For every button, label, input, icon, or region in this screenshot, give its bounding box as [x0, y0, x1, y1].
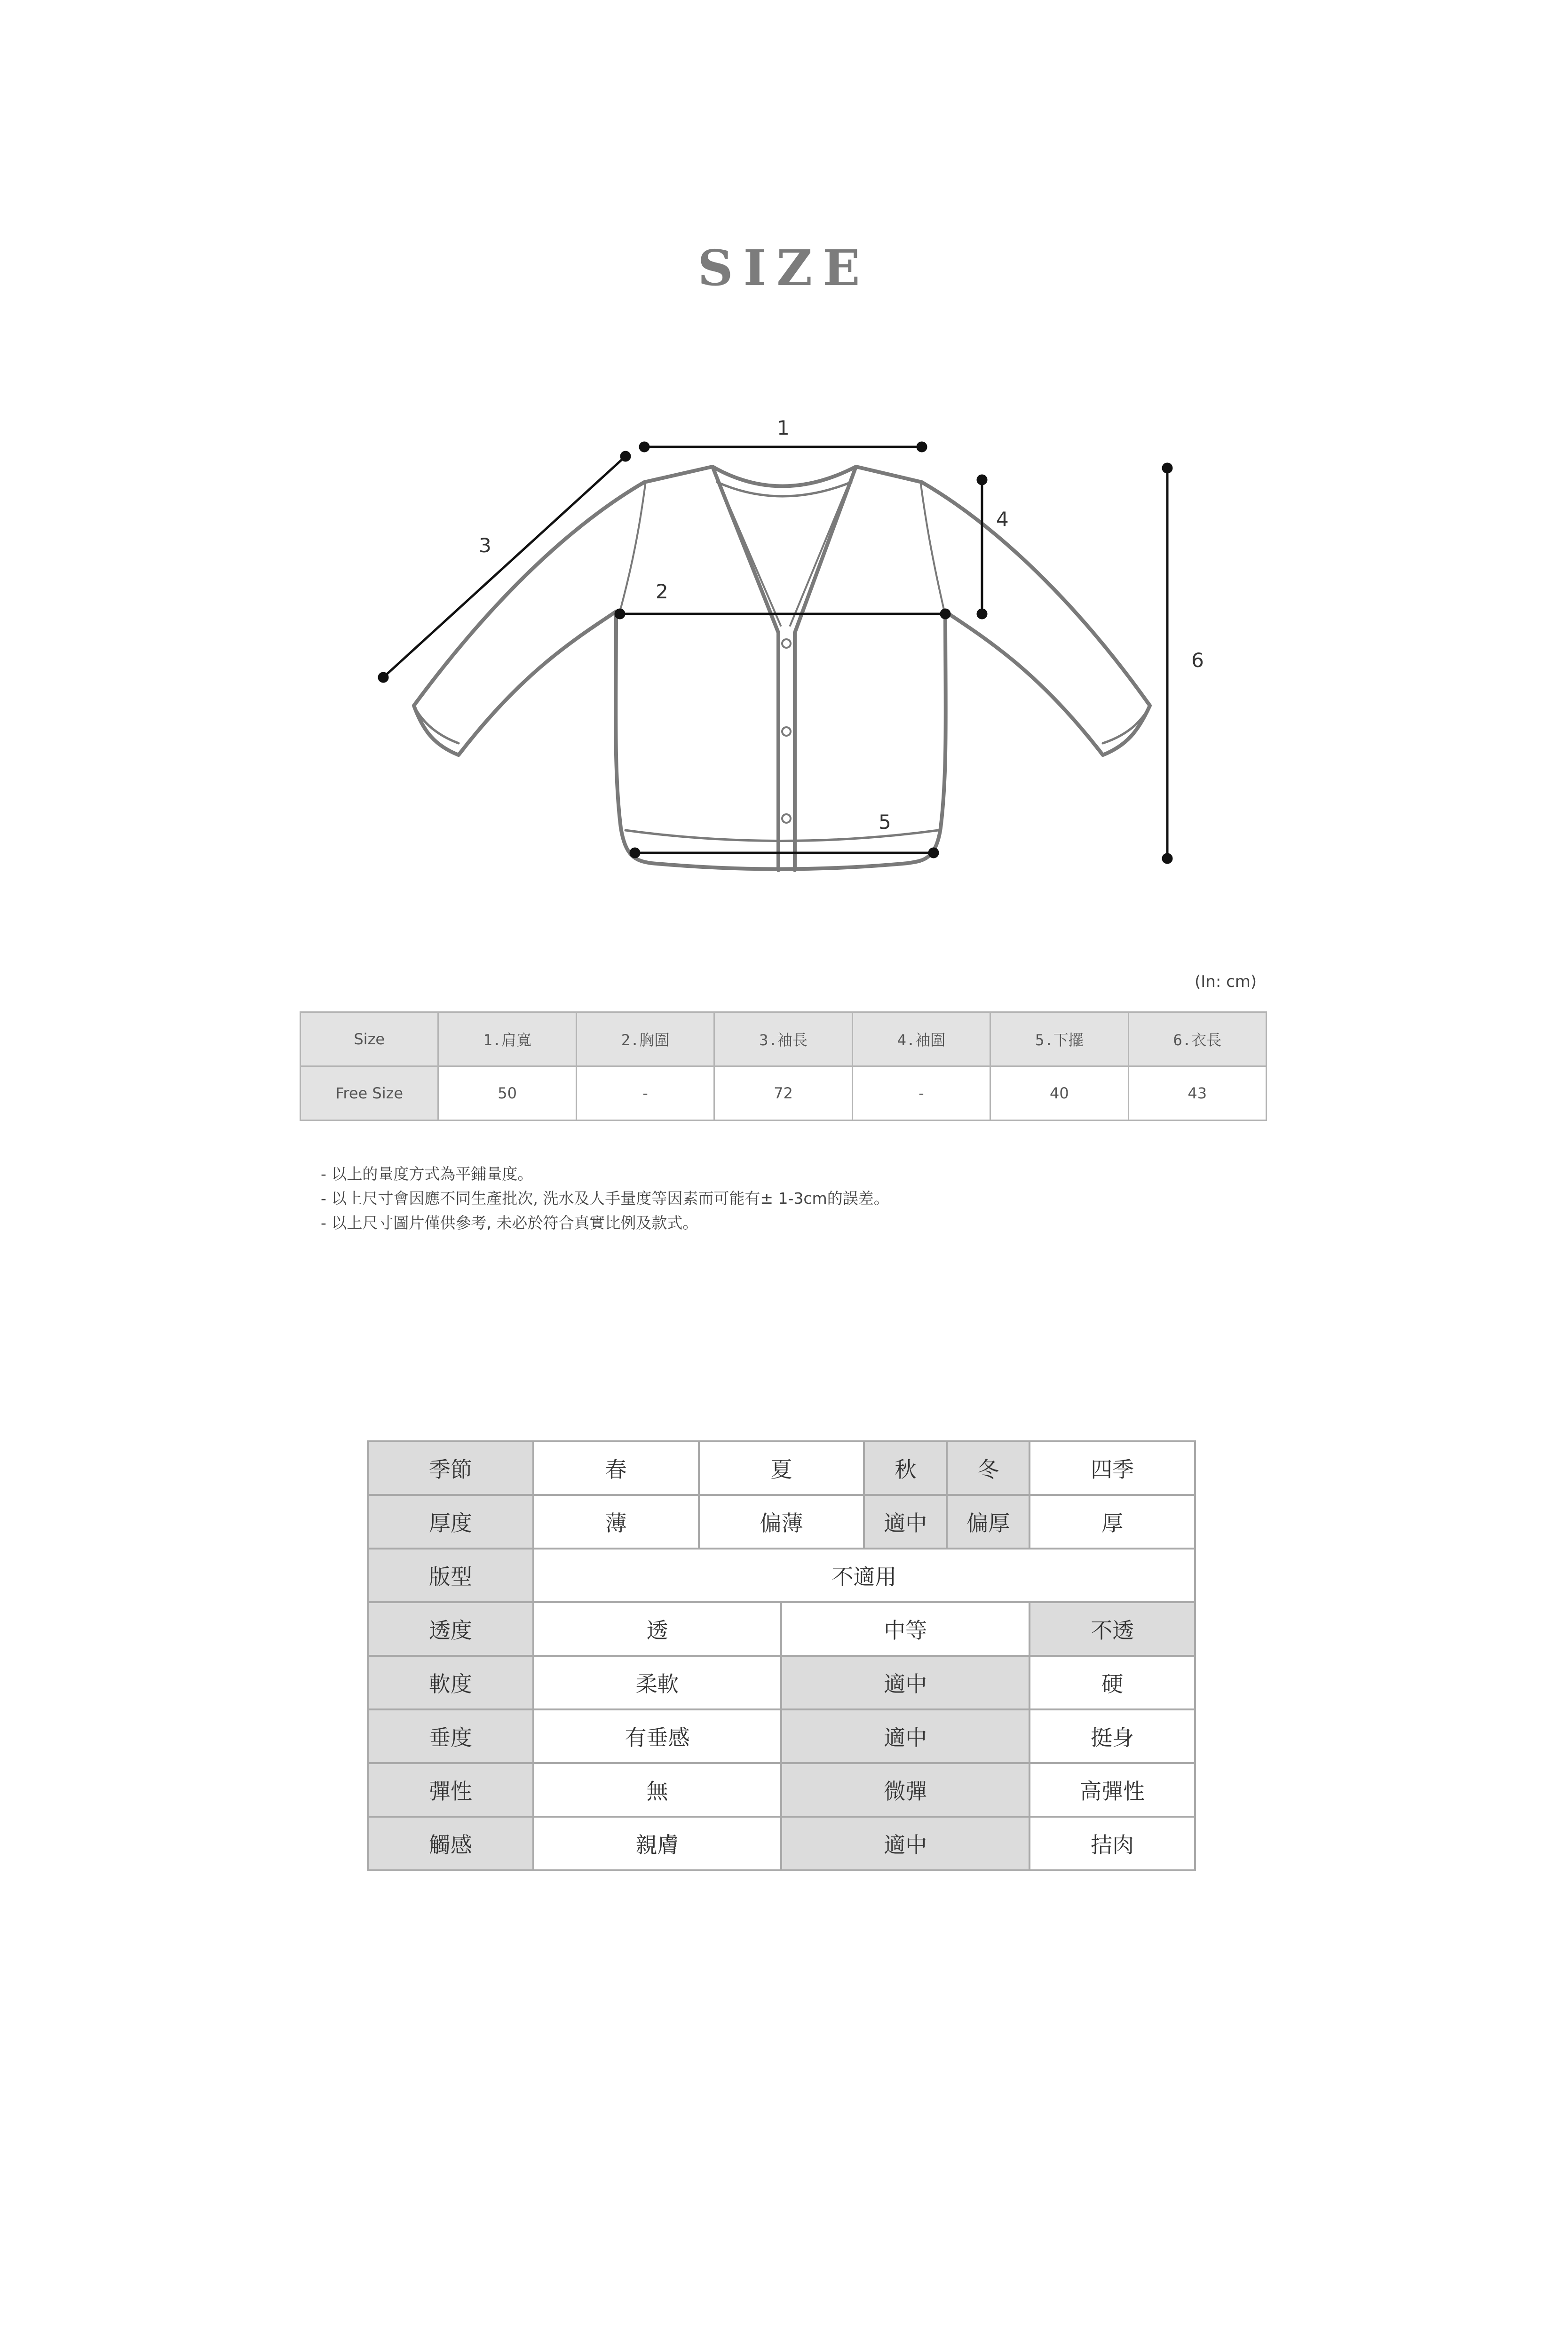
size-header-cell: 2.胸圍: [576, 1012, 714, 1066]
note-line: - 以上尺寸會因應不同生產批次, 洗水及人手量度等因素而可能有± 1-3cm的誤差。: [321, 1189, 889, 1208]
cardigan-outline: [414, 467, 1150, 870]
size-header-cell: 5.下擺: [990, 1012, 1128, 1066]
button-3: [782, 814, 791, 823]
size-value-cell: -: [852, 1066, 990, 1120]
fit-value-cell: 不適用: [533, 1549, 1195, 1602]
option-cell: 厚: [1029, 1495, 1195, 1549]
fabric-row-softness: [368, 1656, 1195, 1709]
option-cell: 拮肉: [1029, 1817, 1195, 1870]
option-cell: 四季: [1029, 1441, 1195, 1495]
fabric-row-elasticity: [368, 1763, 1195, 1817]
row-label: 季節: [368, 1441, 533, 1495]
label-3: 3: [479, 534, 491, 557]
row-label: 垂度: [368, 1709, 533, 1763]
option-cell: 夏: [699, 1441, 864, 1495]
size-value-row: [301, 1066, 1267, 1120]
label-6: 6: [1191, 649, 1204, 672]
option-cell: 硬: [1029, 1656, 1195, 1709]
option-cell: 薄: [533, 1495, 699, 1549]
fabric-row-drape: [368, 1709, 1195, 1763]
option-cell: 透: [533, 1602, 782, 1656]
button-1: [782, 639, 791, 648]
size-table: [300, 1011, 1267, 1121]
option-cell: 高彈性: [1029, 1763, 1195, 1817]
label-1: 1: [777, 416, 790, 439]
row-label: 觸感: [368, 1817, 533, 1870]
fabric-properties-table: [367, 1440, 1196, 1871]
size-value-cell: 50: [438, 1066, 576, 1120]
size-header-row: [301, 1012, 1267, 1066]
fabric-row-touch: [368, 1817, 1195, 1870]
option-cell-selected: 微彈: [781, 1763, 1029, 1817]
label-2: 2: [656, 580, 668, 603]
row-label: 透度: [368, 1602, 533, 1656]
unit-note: (In: cm): [1195, 972, 1257, 991]
option-cell-selected: 適中: [864, 1495, 947, 1549]
option-cell: 挺身: [1029, 1709, 1195, 1763]
label-5: 5: [879, 810, 891, 834]
option-cell: 偏薄: [699, 1495, 864, 1549]
option-cell-selected: 偏厚: [947, 1495, 1029, 1549]
size-header-cell: Size: [301, 1012, 438, 1066]
fabric-row-transparency: [368, 1602, 1195, 1656]
size-value-cell: -: [576, 1066, 714, 1120]
page-title: SIZE: [697, 239, 871, 297]
size-value-cell: 40: [990, 1066, 1128, 1120]
size-header-cell: 6.衣長: [1128, 1012, 1266, 1066]
row-label: 軟度: [368, 1656, 533, 1709]
note-line: - 以上尺寸圖片僅供參考, 未必於符合真實比例及款式。: [321, 1214, 698, 1232]
option-cell-selected: 適中: [781, 1656, 1029, 1709]
option-cell-selected: 適中: [781, 1817, 1029, 1870]
fabric-row-thickness: [368, 1495, 1195, 1549]
measurement-notes: [321, 1162, 889, 1235]
buttons: [782, 639, 791, 823]
option-cell-selected: 適中: [781, 1709, 1029, 1763]
option-cell: 有垂感: [533, 1709, 782, 1763]
size-value-cell: 43: [1128, 1066, 1266, 1120]
row-label: 彈性: [368, 1763, 533, 1817]
fabric-row-season: [368, 1441, 1195, 1495]
button-2: [782, 727, 791, 736]
option-cell: 親膚: [533, 1817, 782, 1870]
option-cell-selected: 秋: [864, 1441, 947, 1495]
size-value-cell: 72: [714, 1066, 852, 1120]
size-header-cell: 1.肩寬: [438, 1012, 576, 1066]
fabric-row-fit: [368, 1549, 1195, 1602]
label-4: 4: [996, 508, 1009, 531]
measurement-lines: [379, 443, 1172, 863]
sleeve-length-line: [383, 456, 626, 677]
row-label: 版型: [368, 1549, 533, 1602]
note-line: - 以上的量度方式為平鋪量度。: [321, 1165, 533, 1183]
option-cell: 柔軟: [533, 1656, 782, 1709]
size-header-cell: 4.袖圍: [852, 1012, 990, 1066]
option-cell: 中等: [781, 1602, 1029, 1656]
cardigan-size-diagram: [0, 0, 1568, 941]
option-cell-selected: 冬: [947, 1441, 1029, 1495]
option-cell: 春: [533, 1441, 699, 1495]
row-label: 厚度: [368, 1495, 533, 1549]
size-value-cell: Free Size: [301, 1066, 438, 1120]
option-cell: 無: [533, 1763, 782, 1817]
size-header-cell: 3.袖長: [714, 1012, 852, 1066]
option-cell-selected: 不透: [1029, 1602, 1195, 1656]
